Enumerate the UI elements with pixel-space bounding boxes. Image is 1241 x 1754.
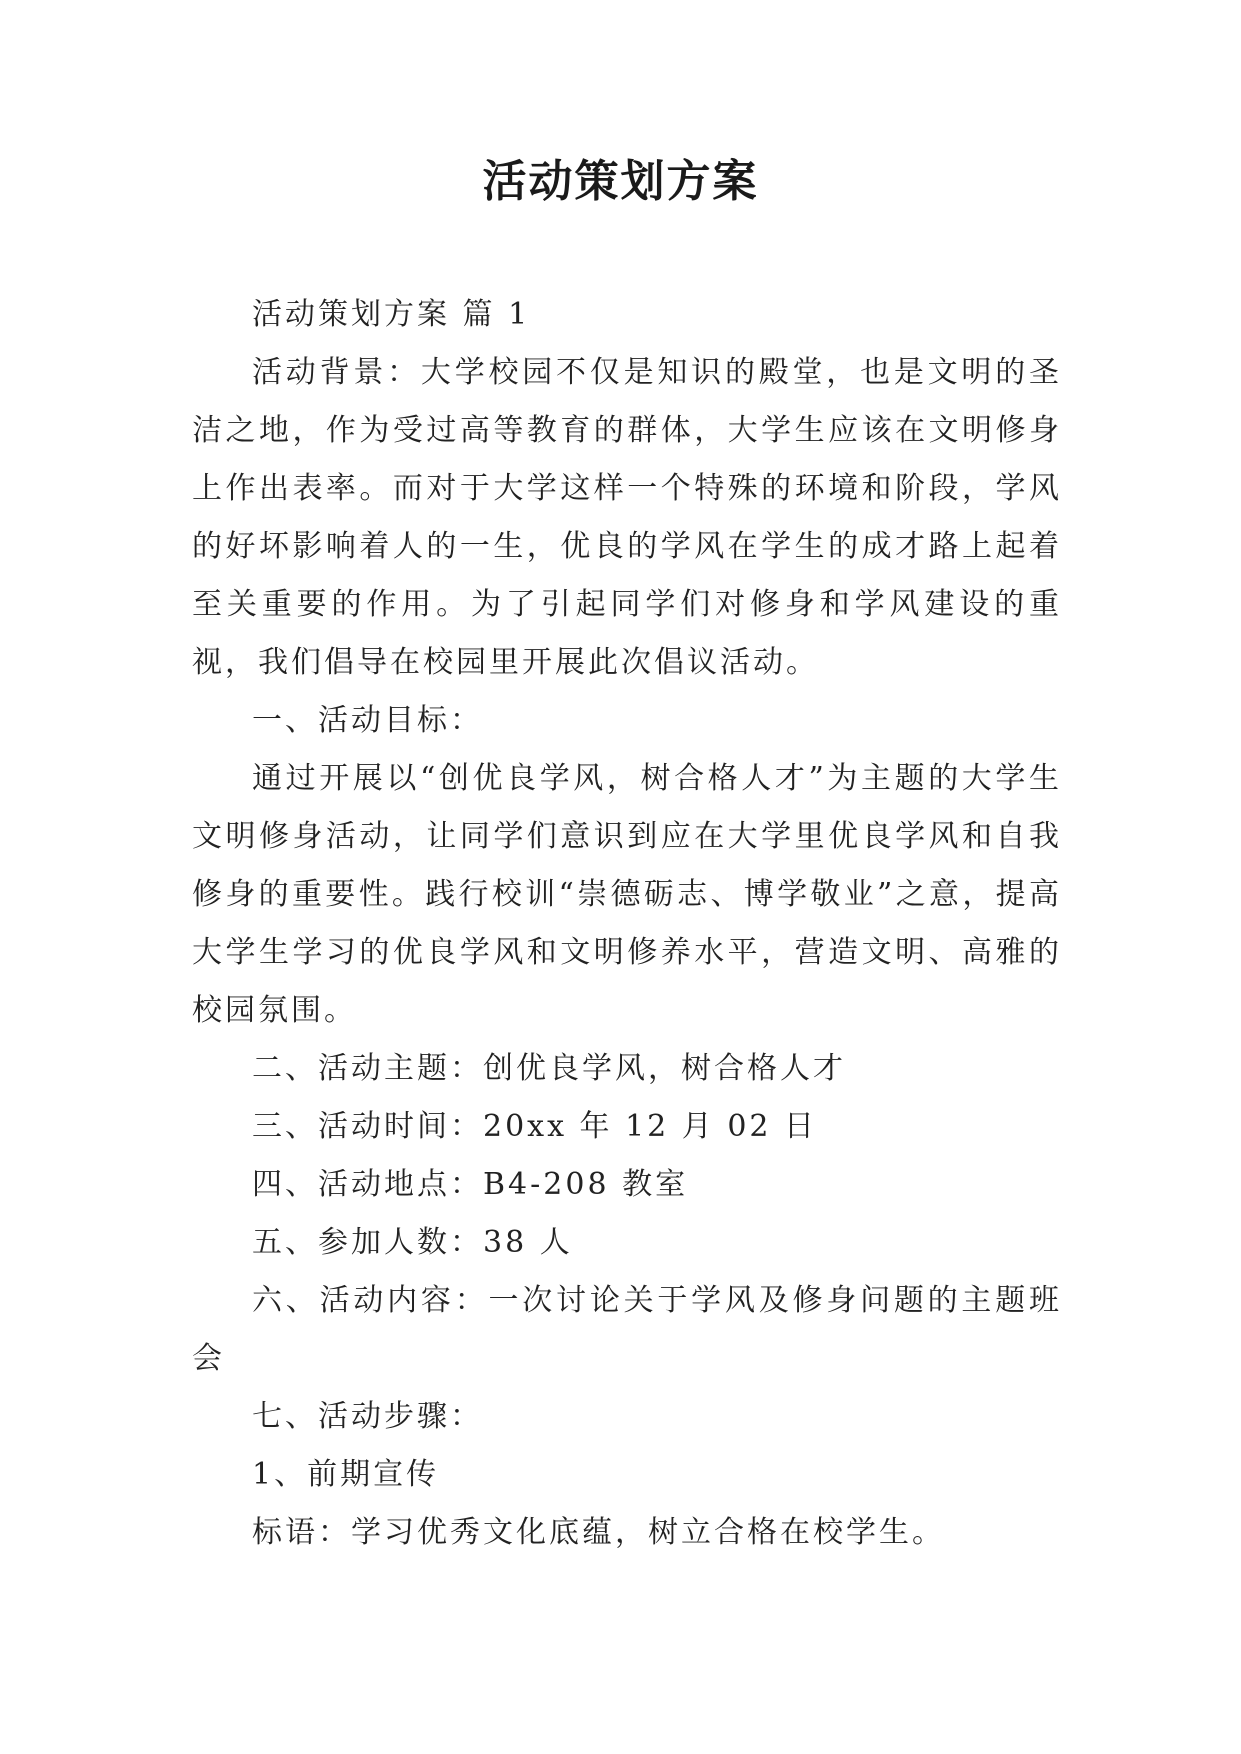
background-paragraph: 活动背景：大学校园不仅是知识的殿堂，也是文明的圣洁之地，作为受过高等教育的群体，大学生应该在文明修身上作出表率。而对于大学这样一个特殊的环境和阶段，学风的好坏影响着人的一生，优良的学风在学生的成才路上起着至关重要的作用。为了引起同学们对修身和学风建设的重视，我们倡导在校园里开展此次倡议活动。 [192,355,1062,680]
participants-line: 五、参加人数：38 人 [252,1225,573,1260]
time-line: 三、活动时间：20xx 年 12 月 02 日 [252,1109,818,1144]
theme-line: 二、活动主题：创优良学风，树合格人才 [252,1051,846,1086]
goal-paragraph: 通过开展以“创优良学风，树合格人才”为主题的大学生文明修身活动，让同学们意识到应在大学里优良学风和自我修身的重要性。践行校训“崇德砺志、博学敬业”之意，提高大学生学习的优良学风和文明修养水平，营造文明、高雅的校园氛围。 [192,761,1062,1028]
location-line: 四、活动地点：B4-208 教室 [252,1167,689,1202]
goal-heading: 一、活动目标： [252,703,483,738]
step-1-heading: 1、前期宣传 [252,1457,440,1492]
document-body [192,286,1062,1562]
document-title: 活动策划方案 [482,156,759,207]
section-heading: 活动策划方案 篇 1 [252,297,531,332]
steps-heading: 七、活动步骤： [252,1399,483,1434]
slogan-line: 标语：学习优秀文化底蕴，树立合格在校学生。 [252,1515,945,1550]
content-line: 六、活动内容：一次讨论关于学风及修身问题的主题班会 [192,1283,1062,1376]
